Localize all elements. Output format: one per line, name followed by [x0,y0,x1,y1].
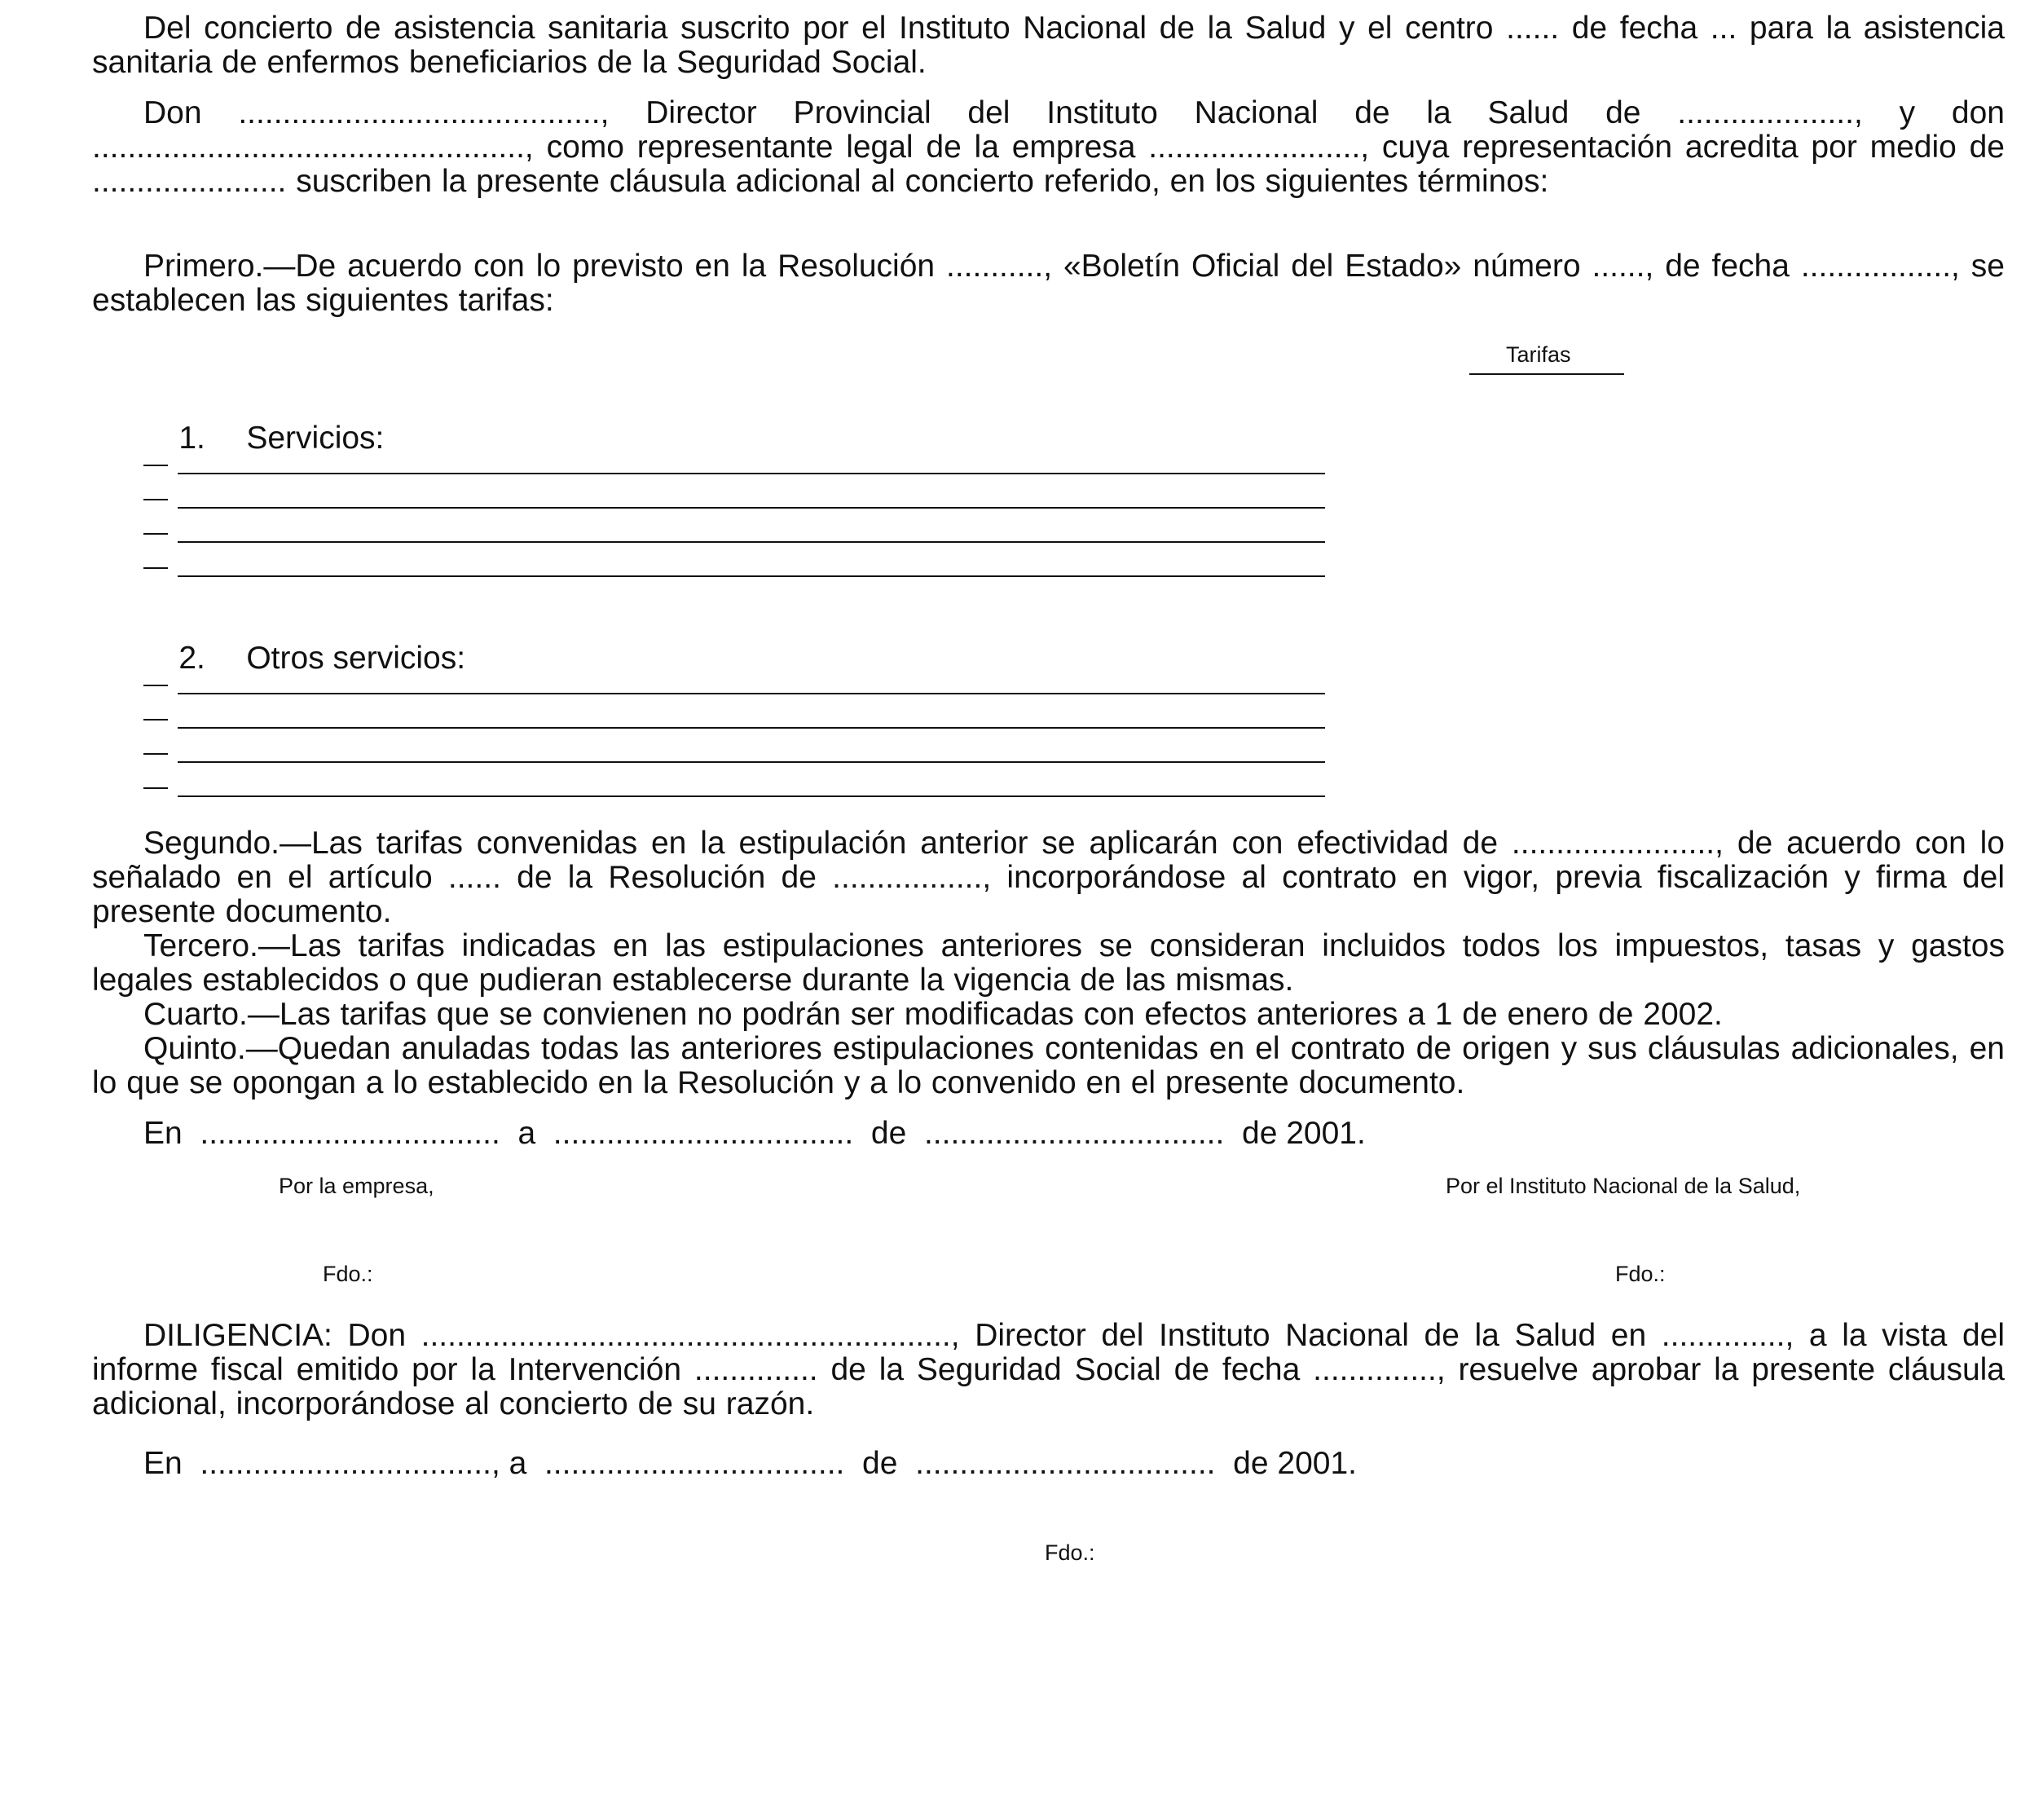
tarifas-column-label: Tarifas [1506,342,1571,367]
signature-label-insalud: Por el Instituto Nacional de la Salud, [1446,1174,1801,1198]
dash-marker [143,719,168,721]
section-title: Servicios: [246,421,385,456]
dash-marker [143,787,168,789]
section-title: Otros servicios: [246,641,466,676]
blank-entry-row[interactable] [143,447,1325,481]
intro-paragraph: Del concierto de asistencia sanitaria suscrito por el Instituto Nacional de la Salud y el centro ...... de fecha ... para la asistencia sanitaria de enfermos beneficiarios de la Seguridad Social. [92,11,2005,80]
dash-marker [143,685,168,686]
blank-entry-row[interactable] [143,701,1325,735]
blank-line [178,761,1325,763]
quinto-clause: Quinto.—Quedan anuladas todas las anteriores estipulaciones contenidas en el contrato de origen y sus cláusulas adicionales, en lo que se opongan a lo establecido en la Resolución y a lo convenido en el presente documento. [92,1031,2005,1100]
dash-marker [143,567,168,569]
segundo-clause: Segundo.—Las tarifas convenidas en la estipulación anterior se aplicarán con efectividad de ......................., de acuerdo con lo señalado en el artículo ...... de la Resolución de ................., incorporándose al contrato en vigor, previa fiscalización y firma del presente documento. [92,826,2005,929]
blank-line [178,541,1325,543]
dash-marker [143,753,168,755]
dash-marker [143,499,168,500]
section-number: 2. [178,641,205,676]
blank-line [178,795,1325,797]
place-date-line-diligencia: En ................................., a .................................. de .................................. de 2001. [143,1446,1357,1481]
blank-line [178,575,1325,577]
blank-entry-row[interactable] [143,735,1325,769]
blank-line [178,693,1325,694]
dash-marker [143,533,168,535]
diligencia-paragraph: DILIGENCIA: Don ............................................................, Director del Instituto Nacional de la Salud en .............., a la vista del informe fiscal emitido por la Intervención .............. de la Seguridad Social de fecha .............., resuelve aprobar la presente cláusula adicional, incorporándose al concierto de su razón. [92,1318,2005,1421]
signature-fdo-final: Fdo.: [1045,1540,1095,1565]
signature-label-empresa: Por la empresa, [279,1174,434,1198]
dash-marker [143,465,168,466]
document-page [92,0,2005,1820]
blank-entry-row[interactable] [143,515,1325,549]
signature-fdo-insalud: Fdo.: [1615,1262,1666,1286]
blank-entry-row[interactable] [143,481,1325,515]
blank-entry-row[interactable] [143,549,1325,584]
blank-entry-row[interactable] [143,667,1325,701]
signature-fdo-empresa: Fdo.: [323,1262,373,1286]
section-number: 1. [178,421,205,456]
blank-line [178,727,1325,729]
blank-line [178,507,1325,509]
cuarto-clause: Cuarto.—Las tarifas que se convienen no podrán ser modificadas con efectos anteriores a 1 de enero de 2002. [143,997,1723,1032]
tercero-clause: Tercero.—Las tarifas indicadas en las estipulaciones anteriores se consideran incluidos todos los impuestos, tasas y gastos legales establecidos o que pudieran establecerse durante la vigencia de las mismas. [92,928,2005,998]
primero-paragraph: Primero.—De acuerdo con lo previsto en la Resolución ..........., «Boletín Oficial del Estado» número ......, de fecha ................., se establecen las siguientes tarifas: [92,249,2005,318]
blank-entry-row[interactable] [143,769,1325,804]
place-date-line: En .................................. a .................................. de .................................. de 2001. [143,1116,1366,1151]
blank-line [178,473,1325,474]
don-paragraph: Don ........................................., Director Provincial del Instituto Nacional de la Salud de ...................., y don ................................................., como representante legal de la empresa ........................, cuya representación acredita por medio de ...................... suscriben la presente cláusula adicional al concierto referido, en los siguientes términos: [92,95,2005,199]
tarifas-underline [1469,373,1624,375]
